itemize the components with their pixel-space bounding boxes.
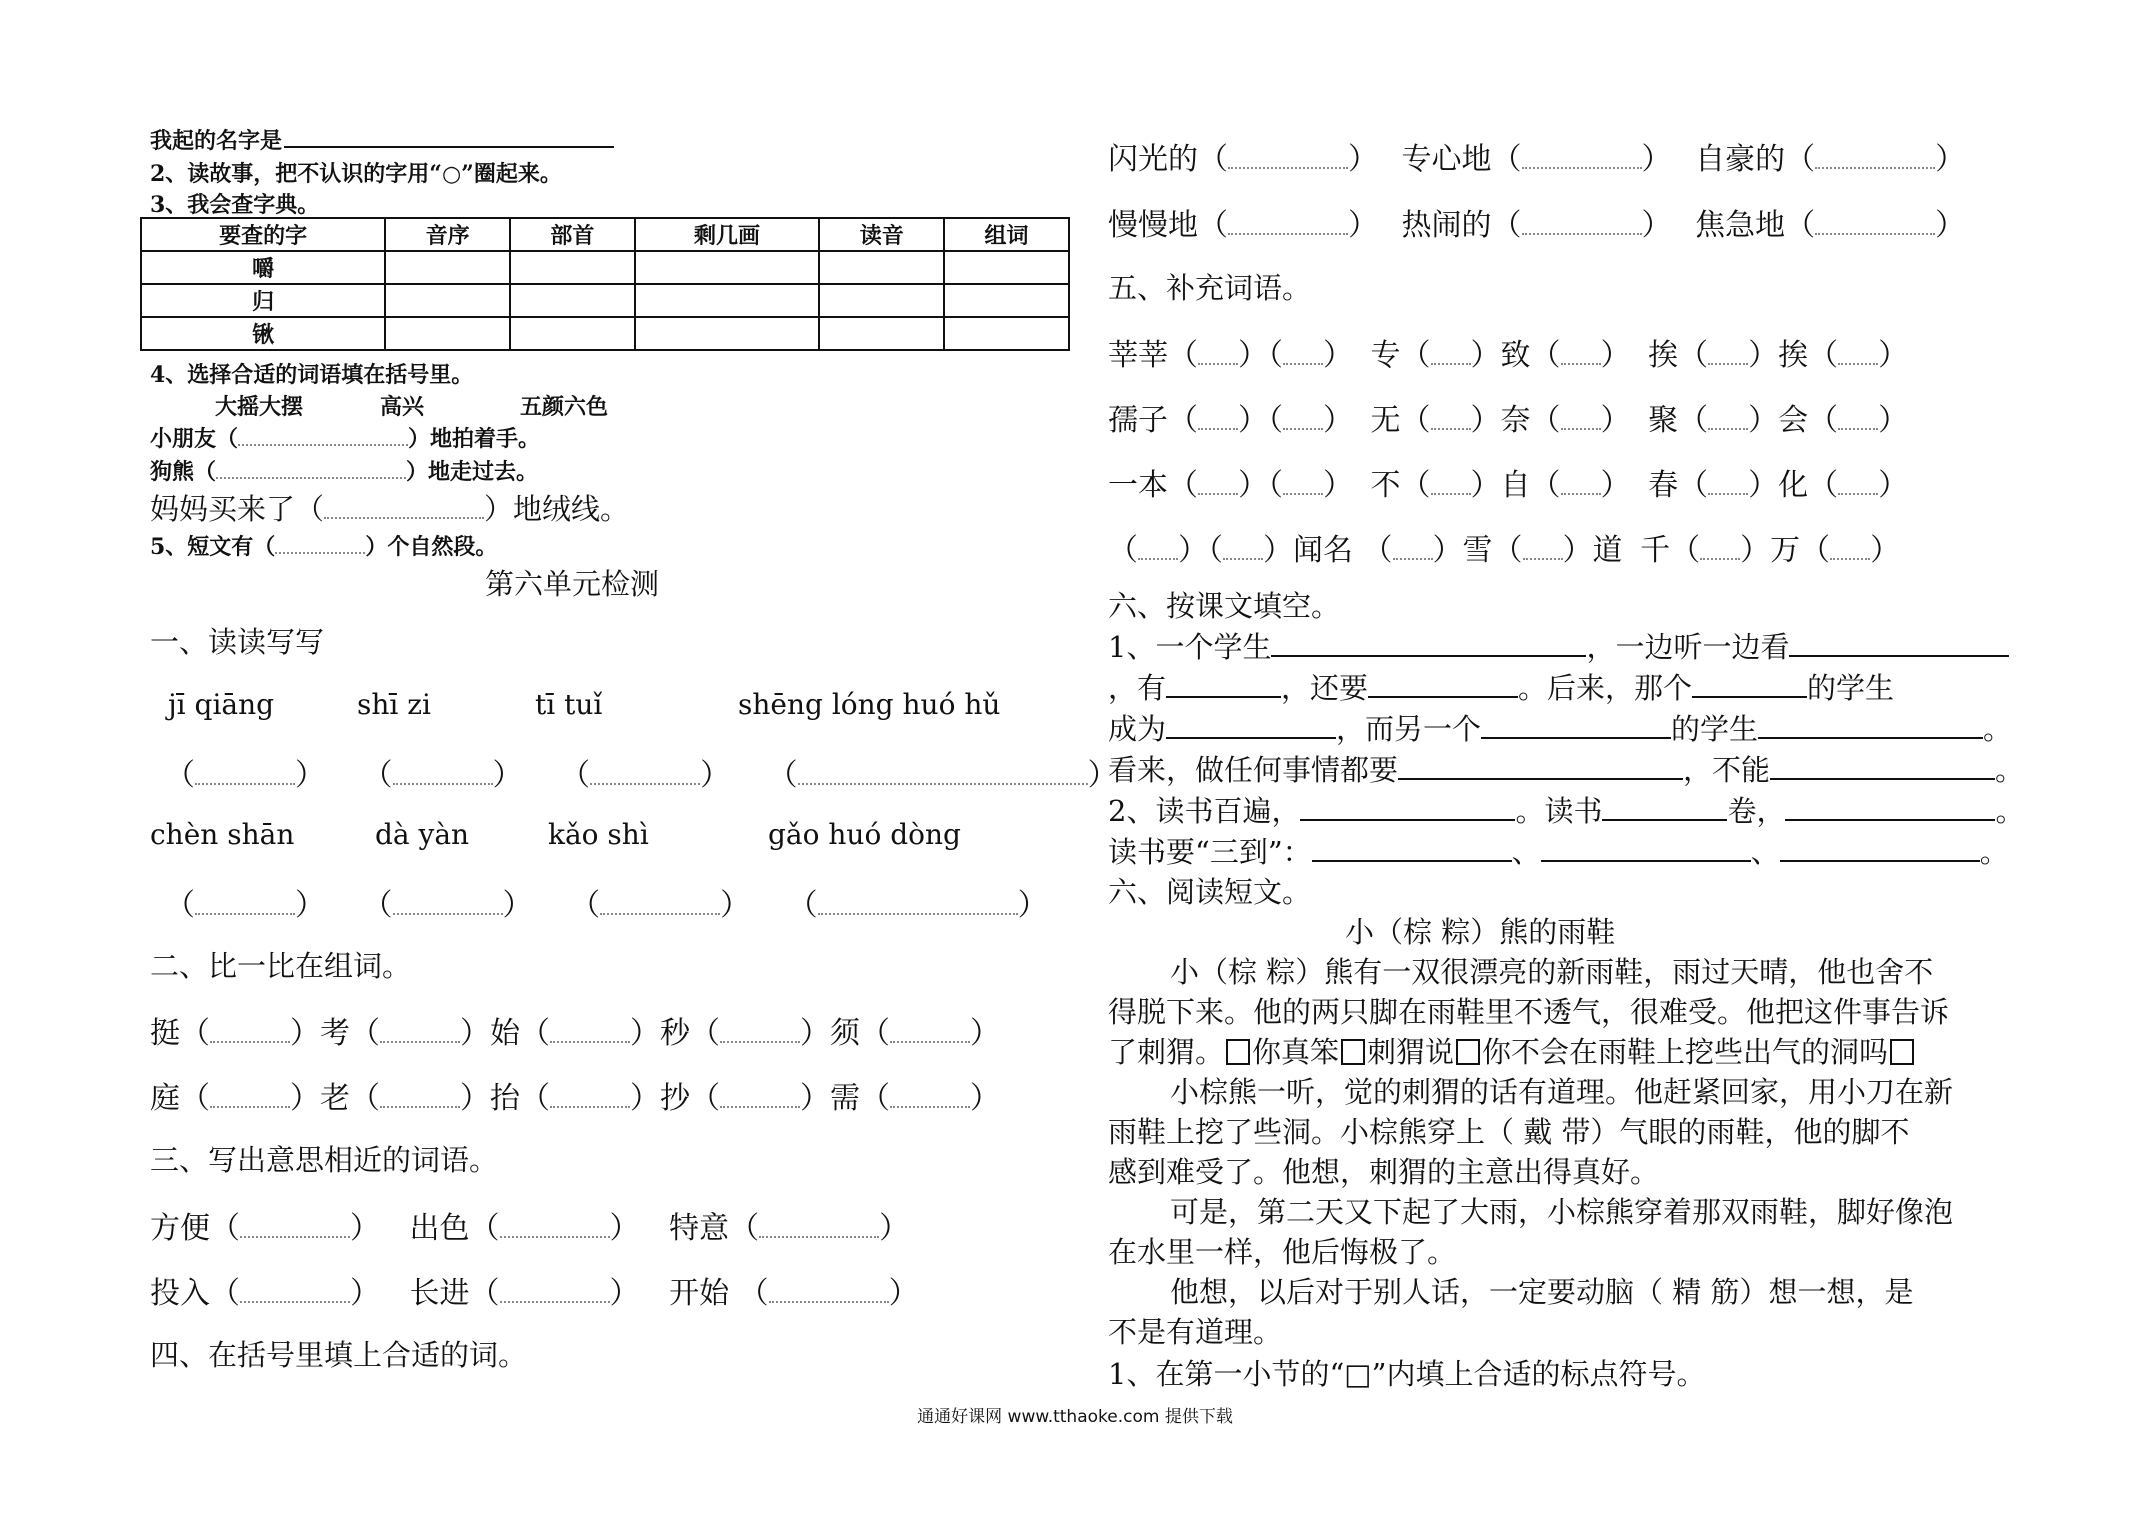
story-line: 不是有道理。 (1108, 1315, 1283, 1349)
table-cell[interactable] (635, 317, 820, 350)
story-title: 小（棕 粽）熊的雨鞋 (1345, 915, 1616, 949)
text-fill-line: ，有 ，还要 。后来，那个 的学生 (1108, 671, 1895, 705)
table-header: 要查的字 (141, 218, 385, 251)
footer-credit: 通通好课网 www.tthaoke.com 提供下载 (917, 1407, 1233, 1427)
story-line: 小棕熊一听，觉的刺猬的话有道理。他赶紧回家，用小刀在新 (1170, 1075, 1954, 1109)
pinyin-answer-row-1: （ ） （ ） （ ） （ ） (165, 758, 1118, 793)
answer-blank[interactable] (1283, 492, 1323, 495)
answer-blank[interactable] (590, 782, 700, 785)
punctuation-box[interactable] (1226, 1039, 1250, 1065)
answer-blank[interactable] (1700, 557, 1740, 560)
idiom-row: （ ）（ ）闻名 （ ）雪（ ）道 千（ ）万（ ） (1108, 533, 1901, 568)
answer-blank[interactable] (195, 912, 295, 915)
answer-blank[interactable] (1228, 232, 1348, 235)
table-cell[interactable] (385, 317, 510, 350)
answer-blank[interactable] (210, 1040, 290, 1043)
name-blank[interactable] (284, 145, 614, 148)
answer-blank[interactable] (1708, 362, 1748, 365)
answer-blank[interactable] (1522, 232, 1642, 235)
answer-blank[interactable] (890, 1105, 970, 1108)
answer-blank[interactable] (1838, 427, 1878, 430)
answer-blank[interactable] (1838, 492, 1878, 495)
answer-line[interactable] (1166, 695, 1281, 698)
table-header: 部首 (510, 218, 635, 251)
table-cell[interactable] (385, 251, 510, 284)
q4-option: 高兴 (380, 394, 425, 420)
q4-sentence-2: 狗熊（ ）地走过去。 (150, 459, 539, 485)
answer-line[interactable] (1692, 695, 1807, 698)
idiom-row: 孺子（ ）（ ） 无（ ）奈（ ） 聚（ ）会（ ） (1108, 403, 1909, 438)
table-char: 嚼 (141, 251, 385, 284)
table-cell[interactable] (510, 251, 635, 284)
text-fill-line: 2、读书百遍， 。读书 卷， 。 (1108, 794, 2025, 828)
story-line: 得脱下来。他的两只脚在雨鞋里不透气，很难受。他把这件事告诉 (1108, 995, 1950, 1029)
story-line: 感到难受了。他想，刺猬的主意出得真好。 (1108, 1155, 1660, 1189)
table-cell[interactable] (510, 284, 635, 317)
answer-blank[interactable] (1561, 427, 1601, 430)
punctuation-box[interactable] (1890, 1039, 1914, 1065)
idiom-row: 一本（ ）（ ） 不（ ）自（ ） 春（ ）化（ ） (1108, 468, 1909, 503)
answer-blank[interactable] (210, 1105, 290, 1108)
answer-blank[interactable] (1431, 492, 1471, 495)
answer-line[interactable] (1368, 695, 1518, 698)
text-fill-line: 1、一个学生 ，一边听一边看 (1108, 625, 2009, 666)
answer-blank[interactable] (1283, 427, 1323, 430)
answer-blank[interactable] (1522, 166, 1642, 169)
answer-line[interactable] (1541, 859, 1751, 862)
answer-blank[interactable] (1283, 362, 1323, 365)
answer-blank[interactable] (818, 912, 1018, 915)
table-row (141, 317, 1069, 350)
table-header: 组词 (944, 218, 1069, 251)
idiom-row: 莘莘（ ）（ ） 专（ ）致（ ） 挨（ ）挨（ ） (1108, 338, 1909, 373)
answer-blank[interactable] (759, 1235, 879, 1238)
table-cell[interactable] (944, 317, 1069, 350)
answer-blank[interactable] (380, 1105, 460, 1108)
story-line: 可是，第二天又下起了大雨，小棕熊穿着那双雨鞋，脚好像泡 (1170, 1195, 1954, 1229)
table-header: 音序 (385, 218, 510, 251)
synonym-row-2: 投入（ ） 长进（ ） 开始 （ ） (150, 1276, 919, 1311)
table-row (141, 284, 1069, 317)
text-fill-line: 成为 ，而另一个 的学生 。 (1108, 712, 2013, 746)
answer-blank[interactable] (1708, 427, 1748, 430)
pinyin-item: shī zi (357, 688, 431, 721)
answer-line[interactable] (1780, 859, 1980, 862)
compare-row-1: 挺（ ）考（ ）始（ ）秒（ ）须（ ） (150, 1016, 1000, 1051)
answer-blank[interactable] (1523, 557, 1563, 560)
question-last: 1、在第一小节的“□”内填上合适的标点符号。 (1108, 1357, 1706, 1391)
answer-blank[interactable] (500, 1300, 610, 1303)
section-4-heading: 四、在括号里填上合适的词。 (150, 1338, 528, 1372)
answer-blank[interactable] (1815, 166, 1935, 169)
answer-line[interactable] (1770, 777, 1995, 780)
text-fill-line: 读书要“三到”： 、 、 。 (1108, 835, 2009, 869)
answer-line[interactable] (1758, 736, 1983, 739)
answer-blank[interactable] (1708, 492, 1748, 495)
section-6-heading: 六、按课文填空。 (1108, 589, 1341, 623)
section-2-heading: 二、比一比在组词。 (150, 949, 412, 983)
fill-row-2: 慢慢地（ ） 热闹的（ ） 焦急地（ ） (1108, 208, 1966, 243)
dictionary-table (140, 217, 1070, 351)
fill-blank[interactable] (238, 443, 408, 446)
pinyin-item: dà yàn (375, 818, 470, 851)
table-cell[interactable] (944, 251, 1069, 284)
table-header-row (141, 218, 1069, 251)
punctuation-box[interactable] (1456, 1039, 1480, 1065)
answer-blank[interactable] (798, 782, 1088, 785)
answer-line[interactable] (1398, 777, 1683, 780)
answer-blank[interactable] (240, 1235, 350, 1238)
story-line: 在水里一样，他后悔极了。 (1108, 1235, 1457, 1269)
answer-blank[interactable] (769, 1300, 889, 1303)
q4-option: 大摇大摆 (215, 394, 304, 420)
unit-title: 第六单元检测 (485, 567, 660, 601)
table-cell[interactable] (385, 284, 510, 317)
story-line: 他想，以后对于别人话，一定要动脑（ 精 筋）想一想，是 (1170, 1275, 1914, 1309)
answer-line[interactable] (1300, 818, 1515, 821)
answer-blank[interactable] (600, 912, 720, 915)
answer-blank[interactable] (1431, 362, 1471, 365)
answer-line[interactable] (1481, 736, 1671, 739)
answer-blank[interactable] (1228, 166, 1348, 169)
answer-blank[interactable] (1198, 362, 1238, 365)
answer-blank[interactable] (393, 912, 503, 915)
text-fill-line: 看来，做任何事情都要 ，不能 。 (1108, 753, 2025, 787)
pinyin-item: shēng lóng huó hǔ (738, 688, 1001, 721)
pinyin-item: jī qiāng (168, 688, 275, 721)
answer-blank[interactable] (1561, 362, 1601, 365)
section-5-heading: 五、补充词语。 (1108, 271, 1312, 305)
synonym-row-1: 方便（ ） 出色（ ） 特意（ ） (150, 1211, 910, 1246)
table-header: 剩几画 (635, 218, 820, 251)
answer-line[interactable] (1602, 818, 1727, 821)
answer-blank[interactable] (890, 1040, 970, 1043)
answer-blank[interactable] (720, 1105, 800, 1108)
answer-line[interactable] (1312, 859, 1512, 862)
answer-blank[interactable] (1431, 427, 1471, 430)
story-line: 雨鞋上挖了些洞。小棕熊穿上（ 戴 带）气眼的雨鞋，他的脚不 (1108, 1115, 1910, 1149)
q2-text: 2、读故事，把不认识的字用“○”圈起来。 (150, 161, 562, 187)
answer-blank[interactable] (1393, 557, 1433, 560)
answer-blank[interactable] (1561, 492, 1601, 495)
table-cell[interactable] (944, 284, 1069, 317)
story-line: 小（棕 粽）熊有一双很漂亮的新雨鞋，雨过天晴，他也舍不 (1170, 955, 1934, 989)
table-cell[interactable] (819, 317, 944, 350)
answer-line[interactable] (1785, 818, 1995, 821)
q4-sentence-3: 妈妈买来了（ ）地绒线。 (150, 492, 630, 526)
table-char: 归 (141, 284, 385, 317)
pinyin-answer-row-2: （ ） （ ） （ ） （ ） (165, 888, 1048, 923)
table-cell[interactable] (819, 284, 944, 317)
section-3-heading: 三、写出意思相近的词语。 (150, 1143, 499, 1177)
q4-text: 4、选择合适的词语填在括号里。 (150, 362, 474, 388)
table-char: 锹 (141, 317, 385, 350)
answer-blank[interactable] (720, 1040, 800, 1043)
pinyin-item: gǎo huó dòng (768, 818, 961, 851)
fill-blank[interactable] (275, 551, 365, 554)
answer-line[interactable] (1271, 654, 1586, 657)
pinyin-item: kǎo shì (548, 818, 649, 851)
answer-blank[interactable] (500, 1235, 610, 1238)
answer-blank[interactable] (1138, 557, 1178, 560)
answer-blank[interactable] (550, 1105, 630, 1108)
answer-blank[interactable] (195, 782, 295, 785)
answer-blank[interactable] (1223, 557, 1263, 560)
fill-blank[interactable] (216, 476, 406, 479)
compare-row-2: 庭（ ）老（ ）抬（ ）抄（ ）需（ ） (150, 1081, 1000, 1116)
q4-sentence-1: 小朋友（ ）地拍着手。 (150, 426, 541, 452)
punctuation-box[interactable] (1341, 1039, 1365, 1065)
answer-blank[interactable] (240, 1300, 350, 1303)
table-cell[interactable] (510, 317, 635, 350)
answer-blank[interactable] (1830, 557, 1870, 560)
q3-text: 3、我会查字典。 (150, 192, 320, 218)
answer-blank[interactable] (550, 1040, 630, 1043)
table-cell[interactable] (635, 251, 820, 284)
table-cell[interactable] (635, 284, 820, 317)
pinyin-item: chèn shān (150, 818, 295, 851)
table-header: 读音 (819, 218, 944, 251)
table-cell[interactable] (819, 251, 944, 284)
q4-option: 五颜六色 (520, 394, 609, 420)
answer-blank[interactable] (1815, 232, 1935, 235)
answer-blank[interactable] (1198, 492, 1238, 495)
pinyin-item: tī tuǐ (535, 688, 603, 721)
fill-row-1: 闪光的（ ） 专心地（ ） 自豪的（ ） (1108, 142, 1966, 177)
fill-blank[interactable] (324, 516, 484, 519)
answer-line[interactable] (1789, 654, 2009, 657)
name-label: 我起的名字是 (150, 124, 614, 155)
answer-line[interactable] (1166, 736, 1336, 739)
section-1-heading: 一、读读写写 (150, 625, 325, 659)
story-line: 了刺猬。 你真笨 刺猬说 你不会在雨鞋上挖些出气的洞吗 (1108, 1030, 1916, 1071)
answer-blank[interactable] (393, 782, 493, 785)
section-7-heading: 六、阅读短文。 (1108, 875, 1312, 909)
table-row (141, 251, 1069, 284)
answer-blank[interactable] (1838, 362, 1878, 365)
q5-text: 5、短文有（ ）个自然段。 (150, 534, 498, 560)
answer-blank[interactable] (380, 1040, 460, 1043)
answer-blank[interactable] (1198, 427, 1238, 430)
